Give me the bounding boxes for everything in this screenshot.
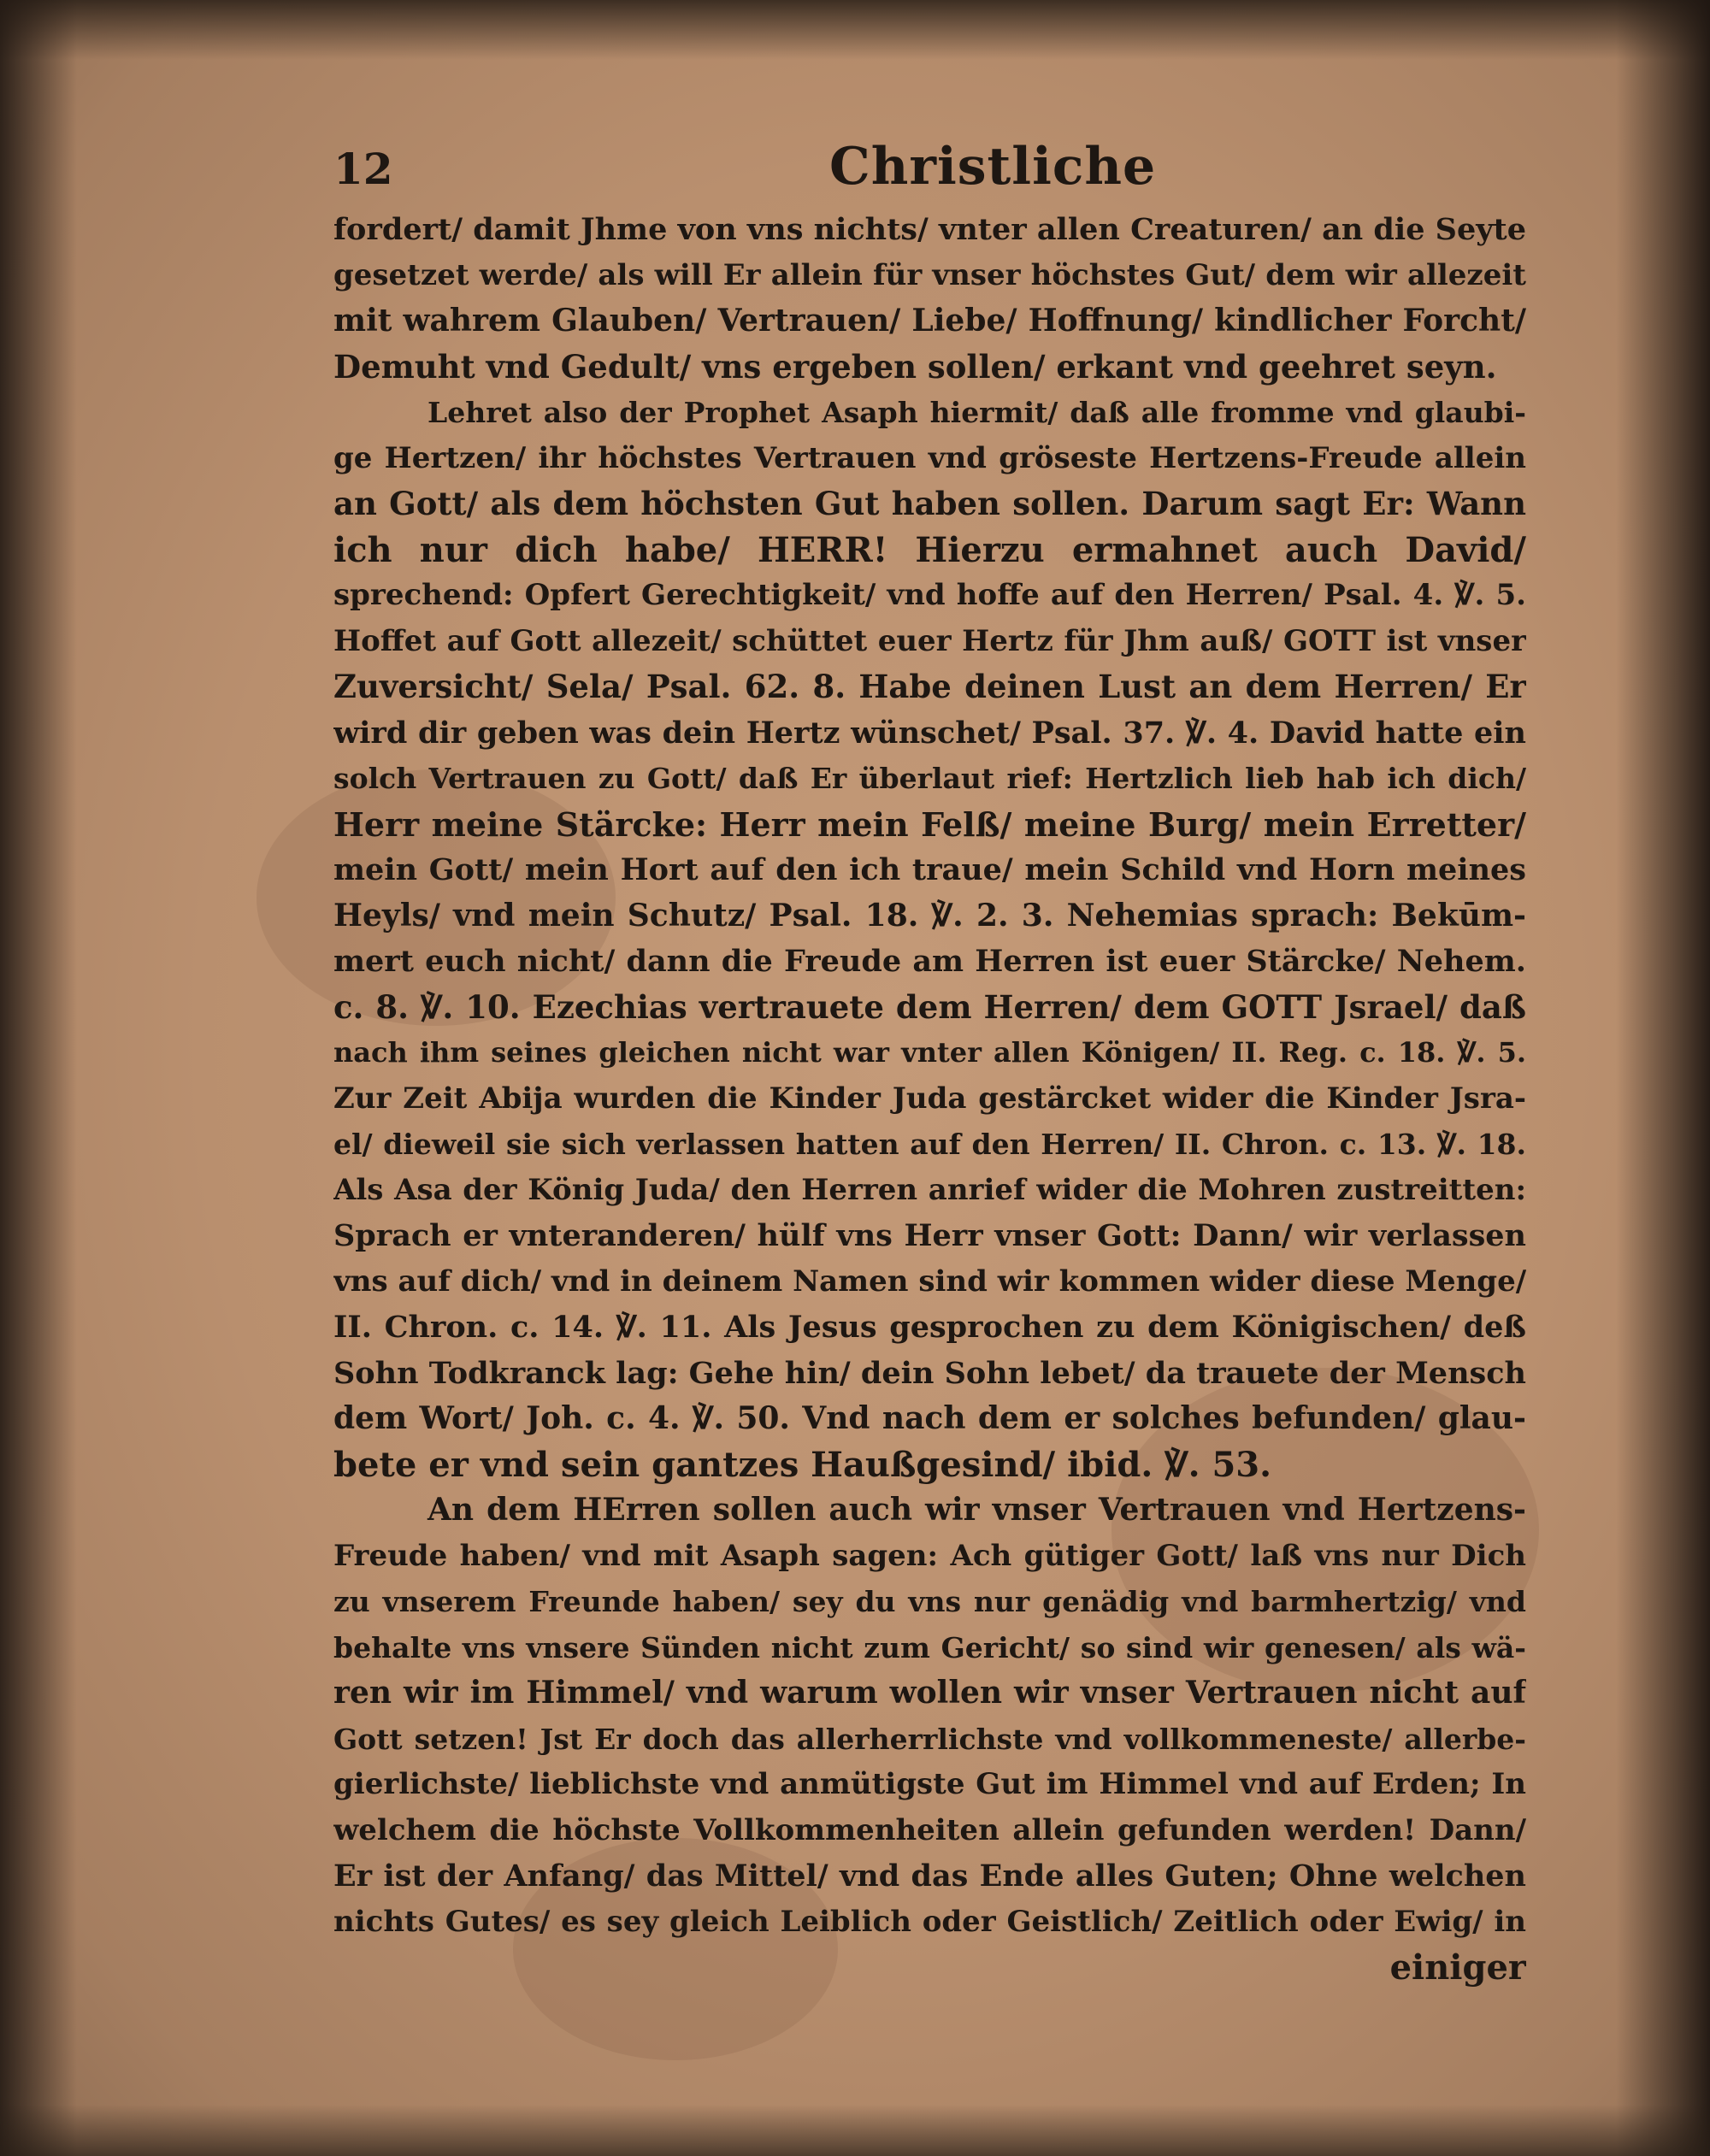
text-line: ren wir im Himmel/ vnd warum wollen wir vnser Vertrauen nicht auf (333, 1675, 1526, 1711)
page-edge-shadow (0, 0, 77, 2156)
text-line: Sprach er vnteranderen/ hülf vns Herr vnser Gott: Dann/ wir verlassen (333, 1218, 1526, 1253)
text-line: sprechend: Opfert Gerechtigkeit/ vnd hoffe auf den Herren/ Psal. 4. ℣. 5. (333, 578, 1526, 612)
text-line: gesetzet werde/ als will Er allein für vnser höchstes Gut/ dem wir allezeit (333, 257, 1526, 292)
text-line: Hoffet auf Gott allezeit/ schüttet euer Hertz für Jhm auß/ GOTT ist vnser (333, 623, 1526, 658)
text-line: welchem die höchste Vollkommenheiten allein gefunden werden! Dann/ (333, 1812, 1526, 1847)
text-line: An dem HErren sollen auch wir vnser Vertrauen vnd Hertzens- (428, 1492, 1526, 1528)
text-line: mein Gott/ mein Hort auf den ich traue/ mein Schild vnd Horn meines (333, 852, 1526, 887)
text-line: c. 8. ℣. 10. Ezechias vertrauete dem Herren/ dem GOTT Jsrael/ daß (333, 987, 1526, 1026)
text-line: ge Hertzen/ ihr höchstes Vertrauen vnd gröseste Hertzens-Freude allein (333, 440, 1526, 475)
text-line: an Gott/ als dem höchsten Gut haben sollen. Darum sagt Er: Wann (333, 485, 1526, 522)
text-line: Als Asa der König Juda/ den Herren anrief wider die Mohren zustreitten: (333, 1172, 1526, 1207)
text-line: Freude haben/ vnd mit Asaph sagen: Ach gütiger Gott/ laß vns nur Dich (333, 1538, 1526, 1573)
text-line: Demuht vnd Gedult/ vns ergeben sollen/ erkant vnd geehret seyn. (333, 347, 1497, 386)
text-line: el/ dieweil sie sich verlassen hatten auf den Herren/ II. Chron. c. 13. ℣. 18. (333, 1128, 1526, 1161)
text-line: Zur Zeit Abija wurden die Kinder Juda gestärcket wider die Kinder Jsra- (333, 1081, 1526, 1116)
text-line: gierlichste/ lieblichste vnd anmütigste Gut im Himmel vnd auf Erden; In (333, 1767, 1526, 1801)
text-line: zu vnserem Freunde haben/ sey du vns nur genädig vnd barmhertzig/ vnd (333, 1585, 1526, 1618)
text-line: II. Chron. c. 14. ℣. 11. Als Jesus gesprochen zu dem Königischen/ deß (333, 1310, 1526, 1345)
page-header (333, 137, 1522, 205)
page-number: 12 (333, 144, 393, 194)
text-line: mit wahrem Glauben/ Vertrauen/ Liebe/ Hoffnung/ kindlicher Forcht/ (333, 303, 1526, 339)
text-line: ich nur dich habe/ HERR! Hierzu ermahnet auch David/ (333, 529, 1526, 570)
text-line: vns auf dich/ vnd in deinem Namen sind wir kommen wider diese Menge/ (333, 1264, 1526, 1299)
page-edge-shadow (0, 2105, 1710, 2156)
page-edge-shadow (0, 0, 1710, 60)
running-head: Christliche (829, 137, 1157, 197)
text-line: solch Vertrauen zu Gott/ daß Er überlaut rief: Hertzlich lieb hab ich dich/ (333, 762, 1526, 795)
catchword: einiger (1389, 1947, 1526, 1988)
body-text (333, 207, 1526, 1991)
text-line: behalte vns vnsere Sünden nicht zum Gericht/ so sind wir genesen/ als wä- (333, 1630, 1526, 1664)
text-line: wird dir geben was dein Hertz wünschet/ Psal. 37. ℣. 4. David hatte ein (333, 715, 1526, 751)
text-line: fordert/ damit Jhme von vns nichts/ vnter allen Creaturen/ an die Seyte (333, 212, 1526, 247)
text-line: mert euch nicht/ dann die Freude am Herren ist euer Stärcke/ Nehem. (333, 944, 1526, 979)
page-edge-shadow (1616, 0, 1710, 2156)
text-line: Heyls/ vnd mein Schutz/ Psal. 18. ℣. 2. 3. Nehemias sprach: Bekūm- (333, 897, 1526, 934)
text-line: Herr meine Stärcke: Herr mein Felß/ meine Burg/ mein Erretter/ (333, 804, 1526, 844)
text-line: nichts Gutes/ es sey gleich Leiblich oder Geistlich/ Zeitlich oder Ewig/ in (333, 1904, 1526, 1939)
text-line: nach ihm seines gleichen nicht war vnter allen Königen/ II. Reg. c. 18. ℣. 5. (333, 1036, 1526, 1069)
text-line: bete er vnd sein gantzes Haußgesind/ ibid. ℣. 53. (333, 1444, 1272, 1485)
text-line: dem Wort/ Joh. c. 4. ℣. 50. Vnd nach dem er solches befunden/ glau- (333, 1400, 1526, 1436)
text-line: Sohn Todkranck lag: Gehe hin/ dein Sohn lebet/ da trauete der Mensch (333, 1355, 1526, 1391)
text-line: Lehret also der Prophet Asaph hiermit/ daß alle fromme vnd glaubi- (428, 396, 1526, 429)
text-line: Gott setzen! Jst Er doch das allerherrlichste vnd vollkommeneste/ allerbe- (333, 1722, 1526, 1756)
text-line: Er ist der Anfang/ das Mittel/ vnd das Ende alles Guten; Ohne welchen (333, 1859, 1526, 1894)
text-line: Zuversicht/ Sela/ Psal. 62. 8. Habe deinen Lust an dem Herren/ Er (333, 668, 1526, 705)
